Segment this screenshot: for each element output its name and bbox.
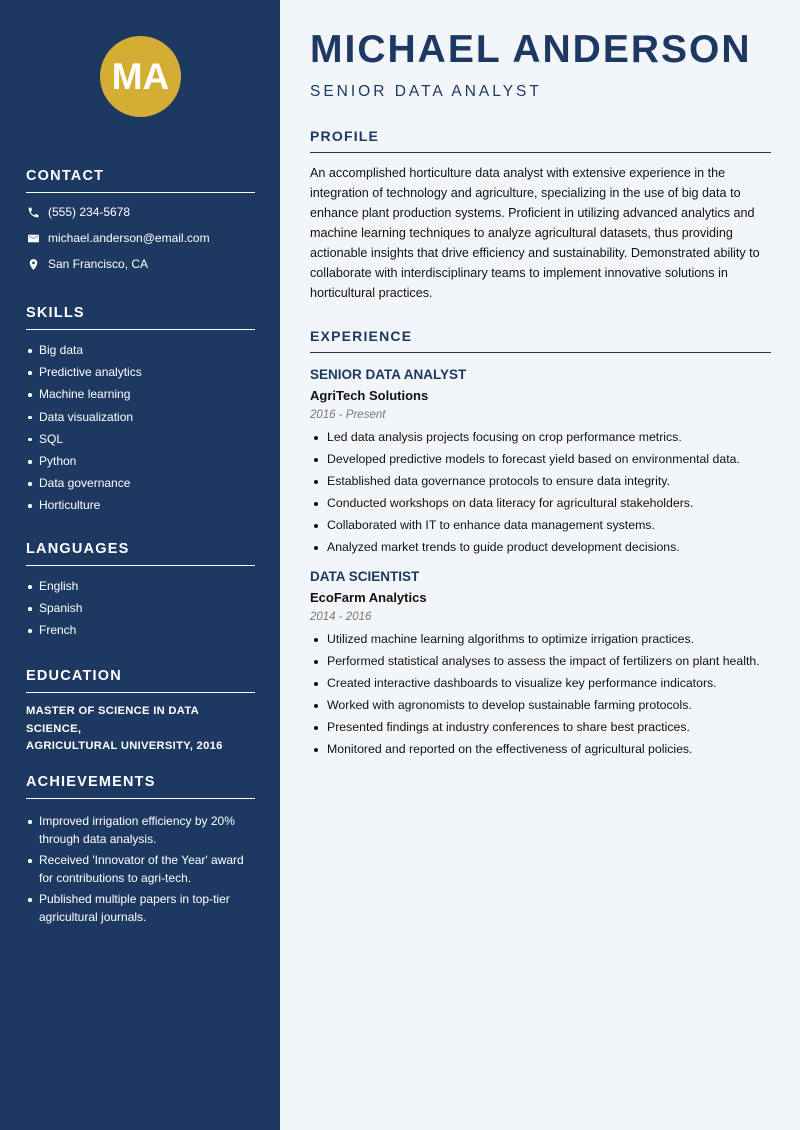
job-title: SENIOR DATA ANALYST xyxy=(310,367,467,382)
skill-item: Data governance xyxy=(26,472,255,494)
experience-section xyxy=(310,328,771,764)
achievement-item: Published multiple papers in top-tier agricultural journals. xyxy=(26,891,255,926)
achievements-heading: ACHIEVEMENTS xyxy=(26,774,255,799)
education-details xyxy=(26,703,255,756)
education-section xyxy=(26,668,255,756)
job-company: AgriTech Solutions xyxy=(310,388,429,403)
avatar-initials: MA xyxy=(100,36,181,117)
location-text: San Francisco, CA xyxy=(48,257,149,271)
job-bullets xyxy=(310,429,771,557)
skill-item: Predictive analytics xyxy=(26,361,255,383)
job-bullet: Collaborated with IT to enhance data management systems. xyxy=(310,517,771,535)
email-icon xyxy=(26,231,40,245)
language-item: French xyxy=(26,619,255,641)
job-bullet: Presented findings at industry conferences to share best practices. xyxy=(310,719,771,737)
skill-item: Horticulture xyxy=(26,494,255,516)
job-company: EcoFarm Analytics xyxy=(310,589,427,605)
candidate-title: SENIOR DATA ANALYST xyxy=(310,83,542,100)
job-bullet: Led data analysis projects focusing on crop performance metrics. xyxy=(310,429,771,447)
education-school: AGRICULTURAL UNIVERSITY, 2016 xyxy=(26,740,223,752)
contact-location xyxy=(26,251,255,277)
language-item: English xyxy=(26,575,255,597)
education-degree: MASTER OF SCIENCE IN DATA SCIENCE, xyxy=(26,705,199,735)
job-bullet: Conducted workshops on data literacy for agricultural stakeholders. xyxy=(310,495,771,513)
skill-item: SQL xyxy=(26,428,255,450)
skill-item: Big data xyxy=(26,339,255,361)
skill-item: Python xyxy=(26,450,255,472)
education-heading: EDUCATION xyxy=(26,668,255,693)
profile-section xyxy=(310,128,771,303)
skills-list xyxy=(26,339,255,517)
job-bullet: Performed statistical analyses to assess the impact of fertilizers on plant health. xyxy=(310,653,771,671)
contact-phone[interactable] xyxy=(26,199,255,225)
job-bullet: Utilized machine learning algorithms to optimize irrigation practices. xyxy=(310,631,771,649)
skill-item: Data visualization xyxy=(26,406,255,428)
job-entry xyxy=(310,569,771,759)
candidate-name: MICHAEL ANDERSON xyxy=(310,28,752,71)
job-bullet: Created interactive dashboards to visualize key performance indicators. xyxy=(310,675,771,693)
skills-heading: SKILLS xyxy=(26,305,255,330)
achievements-section xyxy=(26,774,255,930)
email-text: michael.anderson@email.com xyxy=(48,231,210,245)
achievement-item: Improved irrigation efficiency by 20% through data analysis. xyxy=(26,813,255,848)
contact-email[interactable] xyxy=(26,225,255,251)
language-item: Spanish xyxy=(26,597,255,619)
skill-item: Machine learning xyxy=(26,383,255,405)
job-dates: 2016 - Present xyxy=(310,409,386,421)
job-bullet: Established data governance protocols to ensure data integrity. xyxy=(310,473,771,491)
job-bullet: Worked with agronomists to develop sustainable farming protocols. xyxy=(310,697,771,715)
experience-heading: EXPERIENCE xyxy=(310,328,771,353)
profile-heading: PROFILE xyxy=(310,128,771,153)
achievement-item: Received 'Innovator of the Year' award for contributions to agri-tech. xyxy=(26,852,255,887)
phone-text: (555) 234-5678 xyxy=(48,205,131,219)
languages-heading: LANGUAGES xyxy=(26,541,255,566)
job-bullets xyxy=(310,631,771,759)
location-pin-icon xyxy=(26,257,40,271)
achievements-list xyxy=(26,813,255,926)
skills-section xyxy=(26,305,255,517)
job-title: DATA SCIENTIST xyxy=(310,568,420,584)
job-entry xyxy=(310,367,771,557)
job-dates: 2014 - 2016 xyxy=(310,610,372,623)
contact-section xyxy=(26,168,255,277)
job-bullet: Monitored and reported on the effectiveness of agricultural policies. xyxy=(310,741,771,759)
phone-icon xyxy=(26,205,40,219)
profile-text: An accomplished horticulture data analyst with extensive experience in the integration of technology and agriculture, specializing in the use of big data to enhance plant production systems. Proficient in utilizing advanced analytics and machine learning techniques to analyze agricultural datasets, thus providing actionable insights that drive efficiency and sustainability. Demonstrated ability to collaborate with interdisciplinary teams to implement innovative solutions in horticultural practices. xyxy=(310,166,760,300)
job-bullet: Analyzed market trends to guide product development decisions. xyxy=(310,539,771,557)
languages-section xyxy=(26,541,255,642)
sidebar xyxy=(0,0,280,1130)
languages-list xyxy=(26,575,255,642)
job-bullet: Developed predictive models to forecast yield based on environmental data. xyxy=(310,451,771,469)
contact-heading: CONTACT xyxy=(26,168,255,193)
